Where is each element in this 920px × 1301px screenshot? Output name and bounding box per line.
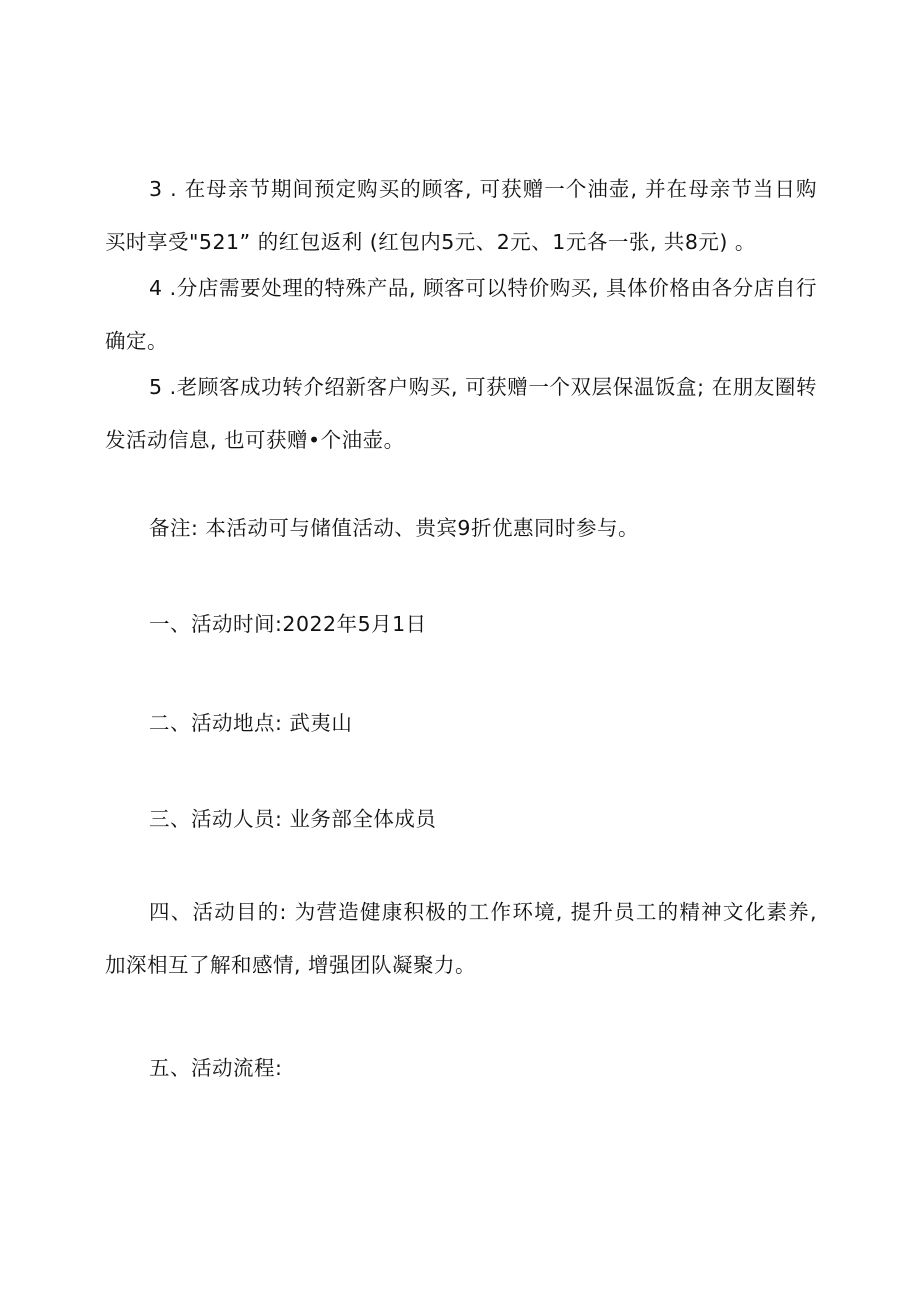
note-paragraph: 备注: 本活动可与储值活动、贵宾9折优惠同时参与。: [149, 516, 639, 540]
section-activity-time: 一、活动时间:2022年5月1日: [149, 612, 427, 636]
item-4-paragraph: 4 .分店需要处理的特殊产品, 顾客可以特价购买, 具体价格由各分店自行确定。: [105, 276, 817, 353]
section-activity-process: 五、活动流程:: [149, 1056, 283, 1080]
item-3-paragraph: 3 . 在母亲节期间预定购买的顾客, 可获赠一个油壶, 并在母亲节当日购买时享受"521” 的红包返利 (红包内5元、2元、1元各一张, 共8元) 。: [105, 177, 817, 254]
section-activity-location: 二、活动地点: 武夷山: [149, 711, 353, 735]
section-activity-purpose: 四、活动目的: 为营造健康积极的工作环境, 提升员工的精神文化素养, 加深相互了解和感情, 增强团队凝聚力。: [105, 900, 817, 977]
section-activity-participants: 三、活动人员: 业务部全体成员: [149, 807, 437, 831]
item-5-paragraph: 5 .老顾客成功转介绍新客户购买, 可获赠一个双层保温饭盒; 在朋友圈转发活动信息, 也可获赠•个油壶。: [105, 375, 817, 452]
